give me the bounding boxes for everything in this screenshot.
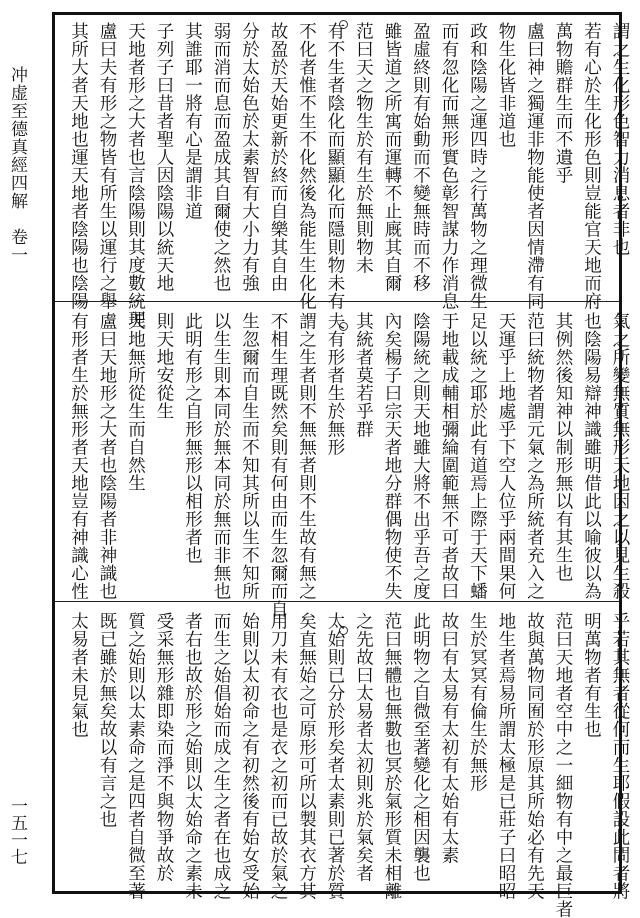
text-column: 其誰耶一將有心是謂非道 <box>182 22 203 220</box>
text-panel-middle <box>64 312 630 618</box>
vertical-text-columns <box>64 312 634 618</box>
text-column: 分於太始色於太素智有大小力有強 <box>239 22 260 292</box>
text-column: 盧曰神之獨運非物能使者因情滯有同 <box>524 22 545 310</box>
text-column: 既已雖於無矣故以有言之也 <box>97 612 117 828</box>
text-column: 盧曰夫有形之物皆有所生以運行之舉 <box>97 22 117 310</box>
text-column: 范曰天地者空中之一細物有中之最巨者 <box>553 612 573 918</box>
text-column: 用刀未有衣也是衣之初而已故於氣之 <box>268 612 288 900</box>
text-column: 其所大者天地也運天地者陰陽也陰陽 <box>68 22 89 310</box>
text-column: 其例然後知神以制形無以有其生也 <box>553 312 573 582</box>
text-column: 太始則已分於形矣者太素則已著於質 <box>325 612 345 900</box>
text-column: 子列子曰昔者聖人因陰陽以統天地 <box>154 22 174 292</box>
text-column: 生忽爾而自生而不知其所以生不知所 <box>239 312 260 600</box>
text-column: 范曰天之物生於有生於無則物未 <box>353 22 374 274</box>
text-column: 政和陰陽之運四時之行萬物之理微生 <box>467 22 488 310</box>
text-column: 范曰無體也無數也冥於氣形質未相離 <box>382 612 402 900</box>
text-column: 于地載成輔相彌綸圍範無不可者故曰 <box>439 312 459 600</box>
text-column: 其統者莫若乎群 <box>353 312 374 438</box>
text-column: 而生之始倡始而成之生之者在也成之 <box>211 612 231 900</box>
text-column: 謂之生者則不無無者則不生故有無之 <box>296 312 317 600</box>
text-column: 盈虛終則有始動而不變無時而不移 <box>410 22 431 292</box>
text-column: 盧曰天地形之大者也陰陽者非神識也 <box>97 312 117 600</box>
text-column: 之先故曰太易者太初則兆於氣矣者 <box>353 612 374 882</box>
text-column: 始則以太初命之有初然後有始女受始 <box>239 612 260 900</box>
text-column: 物生化皆非道也 <box>496 22 516 148</box>
text-column: 而有忽化而無形實色彰智謀力作消息 <box>439 22 459 310</box>
text-column: 夫有形者生於無形 <box>325 312 345 456</box>
text-column: 若有心於生化形色則豈能官天地而府 <box>581 22 602 310</box>
text-column: 有不生者陰化而顯顯化而隱則物未有 <box>325 22 345 310</box>
text-column: 受采無形雜即染而淨不與物爭故於 <box>154 612 174 882</box>
text-column: 雖皆道之所寓而運轉不止廐其自爾 <box>382 22 402 292</box>
text-column: 不化者惟不生不化然後為能生生化化 <box>296 22 317 310</box>
text-column: 故盈於天始更新於終而自樂其自由 <box>268 22 288 292</box>
book-title-margin: 冲虚至德真經四解 卷一 <box>7 66 27 264</box>
text-column: 太易者未見氣也 <box>68 612 89 738</box>
text-column: 天地者形之大者也言陰陽則其度數統理 <box>125 22 146 328</box>
text-panel-upper <box>64 22 630 328</box>
text-column: 矣直無始之可原形可所以製其衣方其 <box>296 612 317 900</box>
text-column: 足以統之耶於此有道焉上際于天下蟠 <box>467 312 488 600</box>
text-column: 氣之所變無質無形天地因之以見生殺 <box>610 312 630 600</box>
text-column: 此明物之自微至著變化之相因襲也 <box>410 612 431 882</box>
text-column: 者右也故於形之始則以太始命之素未 <box>182 612 203 900</box>
text-column: 天地無所從生而自然生 <box>125 312 146 492</box>
text-column: 陰陽統之則天地雖大將不出乎吾之度 <box>410 312 431 600</box>
text-column: 故與萬物同囿於形原其所始必有先天 <box>524 612 545 900</box>
vertical-text-columns <box>64 22 634 328</box>
text-column: 則天地安從生 <box>154 312 174 420</box>
text-column: 故曰有太易有太初有太始有太素 <box>439 612 459 864</box>
panel-divider-bottom <box>55 601 619 602</box>
text-column: 生於冥冥有倫生於無形 <box>467 612 488 792</box>
text-column: 有形者生於無形者天地豈有神識心性 <box>68 312 89 600</box>
text-column: 也陰陽易辯神識雖明借此以喻彼以為 <box>581 312 602 600</box>
text-column: 以生生則本同於無本同於無而非無也 <box>211 312 231 600</box>
text-column: 萬物贍群生而不遺乎 <box>553 22 573 184</box>
text-column: 弱而消而息而盈成其自爾使之然也 <box>211 22 231 292</box>
text-panel-lower <box>64 612 630 918</box>
vertical-text-columns <box>64 612 634 918</box>
text-column: 此明有形之自形無形以相形者也 <box>182 312 203 564</box>
text-column: 范曰統物者謂元氣之為所統者充入之 <box>524 312 545 600</box>
text-column: 地生者焉易所謂太極是已莊子曰昭昭 <box>496 612 516 900</box>
page-number-margin: 一五一七 <box>7 797 27 865</box>
text-column: 內矣楊子曰宗天者地分群偶物使不失 <box>382 312 402 600</box>
text-column: 天運乎上地處乎下空人位乎兩間果何 <box>496 312 516 600</box>
text-column: 謂之生化形色智力消息者非也 <box>610 22 630 256</box>
text-column: 不相生理既然矣則有何由而生忽爾而自 <box>268 312 288 618</box>
text-column: 明萬物者有生也 <box>581 612 602 738</box>
text-column: 乎若其無者從何而生耶假設此問者將 <box>610 612 630 900</box>
text-column: 質之始則以太素命之是四者自微至著 <box>125 612 146 900</box>
